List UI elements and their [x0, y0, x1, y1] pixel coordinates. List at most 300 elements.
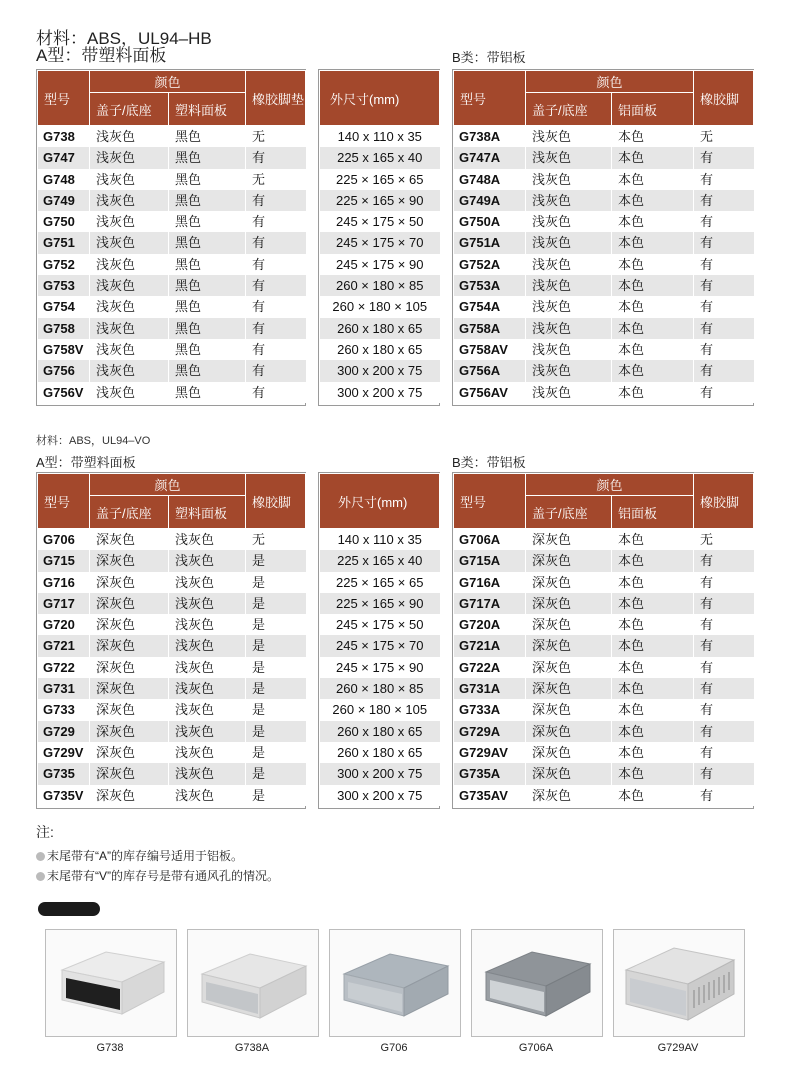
cell-rubber-feet: 有 — [246, 382, 306, 403]
cell-cover-color: 浅灰色 — [90, 318, 169, 339]
table-row — [38, 254, 306, 275]
header-rubber-feet: 橡胶脚垫 — [246, 71, 306, 126]
table-row — [454, 529, 754, 551]
cell-dimensions: 225 × 165 × 65 — [320, 572, 440, 593]
cell-cover-color: 深灰色 — [526, 572, 612, 593]
table-row — [454, 339, 754, 360]
cell-rubber-feet: 是 — [246, 785, 306, 806]
cell-cover-color: 浅灰色 — [90, 211, 169, 232]
cell-model-code: G748 — [38, 169, 90, 190]
table-row — [320, 126, 440, 148]
cell-cover-color: 浅灰色 — [90, 339, 169, 360]
cell-rubber-feet: 有 — [246, 339, 306, 360]
table-row — [454, 211, 754, 232]
cell-rubber-feet: 是 — [246, 614, 306, 635]
cell-model-code: G752A — [454, 254, 526, 275]
cell-model-code: G749 — [38, 190, 90, 211]
cell-cover-color: 深灰色 — [526, 614, 612, 635]
cell-panel-color: 本色 — [612, 211, 694, 232]
header-rubber-feet: 橡胶脚 — [694, 71, 754, 126]
cell-panel-color: 本色 — [612, 147, 694, 168]
cell-rubber-feet: 是 — [246, 657, 306, 678]
cell-model-code: G720A — [454, 614, 526, 635]
cell-panel-color: 本色 — [612, 232, 694, 253]
cell-dimensions: 260 × 180 × 105 — [320, 296, 440, 317]
cell-rubber-feet: 有 — [694, 382, 754, 403]
cell-rubber-feet: 无 — [246, 529, 306, 551]
cell-panel-color: 浅灰色 — [169, 529, 246, 551]
cell-rubber-feet: 有 — [694, 360, 754, 381]
cell-dimensions: 140 x 110 x 35 — [320, 529, 440, 551]
cell-rubber-feet: 有 — [246, 254, 306, 275]
cell-dimensions: 260 x 180 x 65 — [320, 339, 440, 360]
cell-cover-color: 深灰色 — [90, 550, 169, 571]
table1-dimensions — [319, 70, 440, 403]
cell-panel-color: 本色 — [612, 254, 694, 275]
cell-rubber-feet: 无 — [246, 169, 306, 190]
table-row — [320, 742, 440, 763]
table-row — [38, 318, 306, 339]
header-cover-base: 盖子/底座 — [526, 93, 612, 126]
cell-model-code: G756 — [38, 360, 90, 381]
cell-panel-color: 本色 — [612, 785, 694, 806]
cell-panel-color: 本色 — [612, 339, 694, 360]
cell-rubber-feet: 有 — [694, 635, 754, 656]
cell-model-code: G715 — [38, 550, 90, 571]
cell-panel-color: 本色 — [612, 614, 694, 635]
header-alu-panel: 铝面板 — [612, 496, 694, 529]
header-model: 型号 — [454, 71, 526, 126]
cell-dimensions: 260 x 180 x 65 — [320, 318, 440, 339]
cell-cover-color: 深灰色 — [90, 572, 169, 593]
cell-panel-color: 本色 — [612, 678, 694, 699]
cell-cover-color: 深灰色 — [526, 529, 612, 551]
header-dimensions: 外尺寸(mm) — [320, 71, 440, 126]
cell-panel-color: 黑色 — [169, 232, 246, 253]
cell-dimensions: 300 x 200 x 75 — [320, 382, 440, 403]
cell-rubber-feet: 是 — [246, 635, 306, 656]
cell-dimensions: 260 x 180 x 65 — [320, 721, 440, 742]
cell-panel-color: 黑色 — [169, 190, 246, 211]
cell-panel-color: 本色 — [612, 169, 694, 190]
table-row — [38, 742, 306, 763]
cell-model-code: G722 — [38, 657, 90, 678]
cell-panel-color: 本色 — [612, 360, 694, 381]
table-row — [454, 699, 754, 720]
cell-panel-color: 本色 — [612, 126, 694, 148]
cell-rubber-feet: 有 — [246, 190, 306, 211]
cell-panel-color: 本色 — [612, 742, 694, 763]
table-row — [320, 721, 440, 742]
cell-model-code: G721 — [38, 635, 90, 656]
table-row — [320, 678, 440, 699]
cell-cover-color: 浅灰色 — [526, 126, 612, 148]
table-row — [454, 360, 754, 381]
cell-cover-color: 深灰色 — [90, 614, 169, 635]
cell-rubber-feet: 有 — [246, 360, 306, 381]
cell-cover-color: 浅灰色 — [90, 232, 169, 253]
cell-model-code: G735 — [38, 763, 90, 784]
cell-dimensions: 260 × 180 × 105 — [320, 699, 440, 720]
enclosure-vented-icon — [613, 929, 745, 1037]
cell-panel-color: 浅灰色 — [169, 572, 246, 593]
cell-cover-color: 深灰色 — [90, 529, 169, 551]
cell-rubber-feet: 有 — [694, 211, 754, 232]
cell-cover-color: 浅灰色 — [526, 318, 612, 339]
cell-panel-color: 浅灰色 — [169, 550, 246, 571]
cell-cover-color: 深灰色 — [90, 721, 169, 742]
cell-panel-color: 浅灰色 — [169, 635, 246, 656]
cell-model-code: G717 — [38, 593, 90, 614]
cell-panel-color: 黑色 — [169, 339, 246, 360]
table-row — [320, 763, 440, 784]
cell-model-code: G729AV — [454, 742, 526, 763]
table-row — [454, 126, 754, 148]
cell-dimensions: 300 x 200 x 75 — [320, 360, 440, 381]
cell-panel-color: 本色 — [612, 382, 694, 403]
cell-model-code: G716 — [38, 572, 90, 593]
cell-panel-color: 黑色 — [169, 360, 246, 381]
table-row — [320, 614, 440, 635]
photo-caption-2: G738A — [234, 1042, 270, 1054]
cell-cover-color: 浅灰色 — [90, 275, 169, 296]
cell-panel-color: 本色 — [612, 550, 694, 571]
enclosure-black-panel-icon — [45, 929, 177, 1037]
table-row — [320, 635, 440, 656]
cell-model-code: G756A — [454, 360, 526, 381]
header-color: 颜色 — [526, 71, 694, 93]
cell-cover-color: 深灰色 — [526, 742, 612, 763]
cell-cover-color: 深灰色 — [526, 678, 612, 699]
cell-model-code: G722A — [454, 657, 526, 678]
table-row — [38, 763, 306, 784]
cell-rubber-feet: 有 — [694, 318, 754, 339]
cell-cover-color: 深灰色 — [526, 763, 612, 784]
cell-cover-color: 深灰色 — [90, 785, 169, 806]
cell-cover-color: 浅灰色 — [526, 190, 612, 211]
table-row — [454, 190, 754, 211]
cell-model-code: G758 — [38, 318, 90, 339]
cell-panel-color: 本色 — [612, 529, 694, 551]
table-row — [38, 190, 306, 211]
table-row — [454, 572, 754, 593]
table-row — [454, 147, 754, 168]
cell-rubber-feet: 有 — [694, 275, 754, 296]
cell-model-code: G750A — [454, 211, 526, 232]
type-b-heading-1: B类：带铝板 — [452, 50, 526, 65]
cell-dimensions: 140 x 110 x 35 — [320, 126, 440, 148]
cell-rubber-feet: 有 — [694, 721, 754, 742]
table-row — [320, 318, 440, 339]
cell-rubber-feet: 有 — [694, 169, 754, 190]
cell-model-code: G729 — [38, 721, 90, 742]
cell-cover-color: 浅灰色 — [526, 211, 612, 232]
cell-model-code: G738 — [38, 126, 90, 148]
cell-rubber-feet: 是 — [246, 699, 306, 720]
cell-cover-color: 浅灰色 — [526, 382, 612, 403]
bullet-icon — [36, 872, 45, 881]
cell-cover-color: 浅灰色 — [526, 275, 612, 296]
cell-rubber-feet: 是 — [246, 763, 306, 784]
cell-cover-color: 深灰色 — [526, 593, 612, 614]
table-row — [38, 211, 306, 232]
cell-model-code: G729A — [454, 721, 526, 742]
cell-panel-color: 黑色 — [169, 126, 246, 148]
cell-cover-color: 浅灰色 — [90, 190, 169, 211]
cell-model-code: G756AV — [454, 382, 526, 403]
cell-rubber-feet: 有 — [246, 296, 306, 317]
table2-type-b — [453, 473, 754, 806]
cell-rubber-feet: 是 — [246, 550, 306, 571]
header-dimensions: 外尺寸(mm) — [320, 474, 440, 529]
cell-model-code: G752 — [38, 254, 90, 275]
cell-panel-color: 本色 — [612, 763, 694, 784]
header-model: 型号 — [38, 474, 90, 529]
header-color: 颜色 — [526, 474, 694, 496]
table-row — [38, 296, 306, 317]
table-row — [454, 550, 754, 571]
cell-model-code: G758AV — [454, 339, 526, 360]
table-row — [454, 721, 754, 742]
cell-rubber-feet: 有 — [694, 593, 754, 614]
table-row — [454, 593, 754, 614]
cell-cover-color: 深灰色 — [526, 699, 612, 720]
cell-panel-color: 本色 — [612, 721, 694, 742]
cell-model-code: G721A — [454, 635, 526, 656]
table-row — [38, 572, 306, 593]
table-row — [320, 657, 440, 678]
table-row — [454, 635, 754, 656]
cell-model-code: G747A — [454, 147, 526, 168]
table-row — [38, 635, 306, 656]
cell-panel-color: 本色 — [612, 296, 694, 317]
cell-panel-color: 本色 — [612, 699, 694, 720]
cell-dimensions: 260 × 180 × 85 — [320, 678, 440, 699]
cell-cover-color: 浅灰色 — [526, 254, 612, 275]
cell-cover-color: 深灰色 — [90, 699, 169, 720]
table-row — [38, 339, 306, 360]
table1-type-b — [453, 70, 754, 403]
cell-rubber-feet: 有 — [694, 296, 754, 317]
header-cover-base: 盖子/底座 — [90, 93, 169, 126]
cell-panel-color: 本色 — [612, 190, 694, 211]
cell-dimensions: 245 × 175 × 70 — [320, 635, 440, 656]
cell-cover-color: 浅灰色 — [90, 169, 169, 190]
cell-dimensions: 225 x 165 x 40 — [320, 550, 440, 571]
cell-rubber-feet: 有 — [694, 147, 754, 168]
table-row — [38, 614, 306, 635]
cell-panel-color: 本色 — [612, 572, 694, 593]
photo-caption-3: G706 — [380, 1042, 408, 1054]
cell-rubber-feet: 是 — [246, 572, 306, 593]
table-row — [38, 169, 306, 190]
material-heading-1: 材料：ABS，UL94–HB — [36, 29, 212, 48]
table-row — [320, 785, 440, 806]
table-row — [454, 318, 754, 339]
table-row — [320, 572, 440, 593]
cell-cover-color: 深灰色 — [90, 742, 169, 763]
cell-dimensions: 260 x 180 x 65 — [320, 742, 440, 763]
cell-model-code: G750 — [38, 211, 90, 232]
cell-cover-color: 浅灰色 — [90, 126, 169, 148]
cell-panel-color: 黑色 — [169, 147, 246, 168]
table-row — [38, 657, 306, 678]
cell-model-code: G749A — [454, 190, 526, 211]
cell-dimensions: 300 x 200 x 75 — [320, 763, 440, 784]
header-model: 型号 — [38, 71, 90, 126]
cell-rubber-feet: 有 — [694, 254, 754, 275]
cell-rubber-feet: 是 — [246, 721, 306, 742]
cell-panel-color: 浅灰色 — [169, 721, 246, 742]
cell-rubber-feet: 有 — [246, 147, 306, 168]
cell-rubber-feet: 有 — [694, 190, 754, 211]
table1-type-a — [37, 70, 306, 403]
cell-cover-color: 浅灰色 — [90, 360, 169, 381]
table-row — [454, 742, 754, 763]
photo-caption-5: G729AV — [657, 1042, 699, 1054]
cell-model-code: G751A — [454, 232, 526, 253]
cell-cover-color: 深灰色 — [526, 721, 612, 742]
cell-cover-color: 深灰色 — [526, 785, 612, 806]
table-row — [38, 147, 306, 168]
header-model: 型号 — [454, 474, 526, 529]
cell-panel-color: 浅灰色 — [169, 593, 246, 614]
cell-cover-color: 浅灰色 — [526, 147, 612, 168]
table-row — [38, 360, 306, 381]
cell-rubber-feet: 有 — [694, 614, 754, 635]
cell-dimensions: 260 × 180 × 85 — [320, 275, 440, 296]
cell-dimensions: 300 x 200 x 75 — [320, 785, 440, 806]
cell-panel-color: 黑色 — [169, 169, 246, 190]
cell-dimensions: 245 × 175 × 90 — [320, 254, 440, 275]
table-row — [454, 275, 754, 296]
cell-cover-color: 深灰色 — [526, 550, 612, 571]
cell-rubber-feet: 有 — [694, 699, 754, 720]
cell-cover-color: 深灰色 — [526, 657, 612, 678]
cell-cover-color: 深灰色 — [90, 763, 169, 784]
table-row — [320, 147, 440, 168]
cell-dimensions: 245 × 175 × 90 — [320, 657, 440, 678]
cell-rubber-feet: 无 — [694, 529, 754, 551]
type-a-heading-2: A型：带塑料面板 — [36, 455, 136, 470]
table-row — [454, 232, 754, 253]
table-row — [454, 657, 754, 678]
cell-rubber-feet: 无 — [694, 126, 754, 148]
cell-model-code: G720 — [38, 614, 90, 635]
table-row — [320, 699, 440, 720]
cell-model-code: G735V — [38, 785, 90, 806]
table-row — [38, 593, 306, 614]
header-cover-base: 盖子/底座 — [90, 496, 169, 529]
cell-model-code: G731 — [38, 678, 90, 699]
table-row — [320, 169, 440, 190]
cell-panel-color: 浅灰色 — [169, 699, 246, 720]
table-row — [320, 550, 440, 571]
header-alu-panel: 铝面板 — [612, 93, 694, 126]
cell-model-code: G715A — [454, 550, 526, 571]
cell-panel-color: 本色 — [612, 275, 694, 296]
table-row — [454, 254, 754, 275]
header-rubber-feet: 橡胶脚 — [694, 474, 754, 529]
header-rubber-feet: 橡胶脚 — [246, 474, 306, 529]
cell-cover-color: 浅灰色 — [526, 296, 612, 317]
cell-rubber-feet: 有 — [246, 275, 306, 296]
cell-panel-color: 浅灰色 — [169, 763, 246, 784]
cell-model-code: G706A — [454, 529, 526, 551]
notes — [36, 822, 279, 886]
cell-model-code: G747 — [38, 147, 90, 168]
table-row — [320, 232, 440, 253]
cell-model-code: G716A — [454, 572, 526, 593]
cell-panel-color: 黑色 — [169, 275, 246, 296]
cell-model-code: G758A — [454, 318, 526, 339]
cell-cover-color: 浅灰色 — [526, 232, 612, 253]
cell-rubber-feet: 有 — [694, 550, 754, 571]
table-row — [320, 529, 440, 551]
table-row — [320, 360, 440, 381]
table-row — [38, 699, 306, 720]
cell-panel-color: 浅灰色 — [169, 742, 246, 763]
cell-model-code: G738A — [454, 126, 526, 148]
table-row — [38, 382, 306, 403]
cell-panel-color: 本色 — [612, 318, 694, 339]
cell-cover-color: 浅灰色 — [90, 147, 169, 168]
cell-dimensions: 225 × 165 × 90 — [320, 593, 440, 614]
header-color: 颜色 — [90, 71, 246, 93]
cell-rubber-feet: 有 — [246, 211, 306, 232]
note-line-1: 末尾带有“A”的库存编号适用于铝板。 — [47, 849, 243, 863]
cell-model-code: G748A — [454, 169, 526, 190]
cell-model-code: G758V — [38, 339, 90, 360]
bullet-icon — [36, 852, 45, 861]
cell-rubber-feet: 有 — [694, 572, 754, 593]
table-row — [38, 529, 306, 551]
cell-rubber-feet: 是 — [246, 678, 306, 699]
cell-model-code: G754 — [38, 296, 90, 317]
table-row — [454, 678, 754, 699]
cell-rubber-feet: 有 — [694, 742, 754, 763]
cell-dimensions: 225 × 165 × 65 — [320, 169, 440, 190]
cell-model-code: G706 — [38, 529, 90, 551]
table-row — [454, 296, 754, 317]
cell-dimensions: 225 x 165 x 40 — [320, 147, 440, 168]
cell-panel-color: 浅灰色 — [169, 657, 246, 678]
cell-rubber-feet: 无 — [246, 126, 306, 148]
cell-cover-color: 浅灰色 — [526, 360, 612, 381]
cell-dimensions: 225 × 165 × 90 — [320, 190, 440, 211]
header-color: 颜色 — [90, 474, 246, 496]
table-row — [320, 190, 440, 211]
table2-dimensions — [319, 473, 440, 806]
cell-panel-color: 浅灰色 — [169, 614, 246, 635]
cell-model-code: G733 — [38, 699, 90, 720]
cell-rubber-feet: 有 — [694, 785, 754, 806]
header-plastic-panel: 塑料面板 — [169, 496, 246, 529]
cell-panel-color: 黑色 — [169, 296, 246, 317]
cell-rubber-feet: 有 — [694, 763, 754, 784]
photo-caption-1: G738 — [96, 1042, 124, 1054]
header-plastic-panel: 塑料面板 — [169, 93, 246, 126]
table-row — [38, 126, 306, 148]
cell-panel-color: 本色 — [612, 593, 694, 614]
cell-rubber-feet: 有 — [694, 657, 754, 678]
cell-cover-color: 深灰色 — [90, 678, 169, 699]
cell-model-code: G735AV — [454, 785, 526, 806]
cell-cover-color: 深灰色 — [90, 593, 169, 614]
cell-cover-color: 浅灰色 — [90, 254, 169, 275]
enclosure-alu-panel-icon — [187, 929, 319, 1037]
table-row — [320, 339, 440, 360]
